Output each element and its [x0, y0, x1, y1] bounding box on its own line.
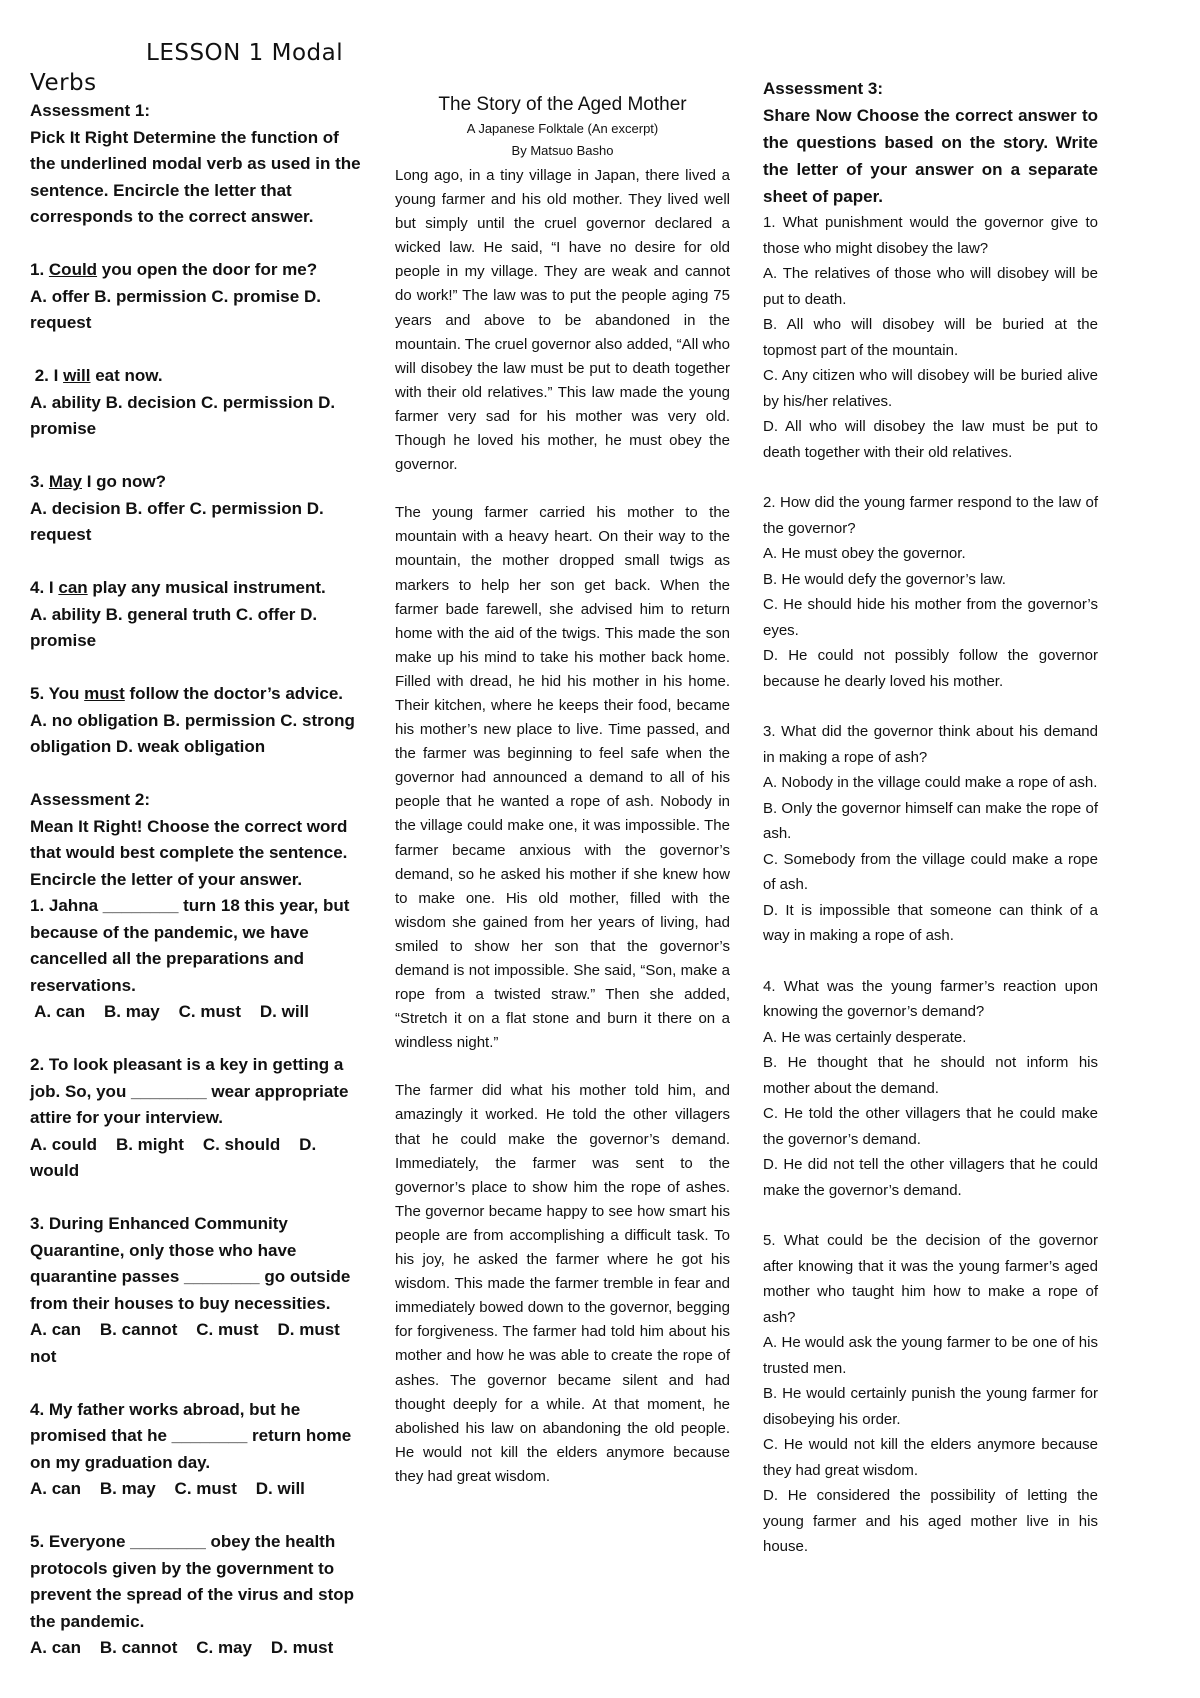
assessment1-item-4: 4. I can play any musical instrument. — [30, 578, 326, 597]
lesson-title — [30, 38, 365, 98]
story-paragraph: Long ago, in a tiny village in Japan, there lived a young farmer and his old mother. They lived well but simply until the cruel governor declared a wicked law. He said, “I have no desire for old people in my village. They are weak and cannot do work!” The law was to put the people aging 75 years and above to be abandoned in the mountain. The cruel governor also added, “All who will disobey the law must be put to death together with their old relatives.” This law made the young farmer very sad for his mother was very old. Though he loved his mother, he must obey the governor. — [395, 167, 730, 474]
story-column — [395, 92, 730, 1489]
assessment1-item-2-options: A. ability B. decision C. permission D. promise — [30, 392, 336, 438]
story-paragraph: The farmer did what his mother told him, and amazingly it worked. He told the other villagers that he could make the governor’s demand. Immediately, the farmer was sent to the governor’s place to show him the rope of ashes. The governor became happy to see how smart his people are from accomplishing a difficult task. To his joy, he asked the farmer where he got his wisdom. This made the farmer tremble in fear and immediately bowed down to the governor, begging for forgiveness. The farmer had told him about his mother and how he was able to create the rope of ashes. The governor became silent and had thought deeply for a while. At that moment, he abolished his law on abandoning the old people. He would not kill the elders anymore because they had great wisdom. — [395, 1082, 730, 1485]
story-paragraph: The young farmer carried his mother to the mountain with a heavy heart. On their way to the mountain, the mother dropped small twigs as markers to help her son get back. When the farmer bade farewell, she advised him to return home with the aid of the twigs. This made the son make up his mind to take his mother back home. Filled with dread, he hid his mother in his home. Their kitchen, where he keeps their food, became his mother’s new place to live. Time passed, and the farmer was beginning to feel safe when the governor had announced a demand to all of his people that he wanted a rope of ash. Nobody in the village could make one, it was impossible. The farmer became anxious with the governor’s demand, so he asked his mother if she knew how to make one. His old mother, filled with the wisdom she gained from her years of living, had smiled to show her son that the governor’s demand is not impossible. She said, “Son, make a rope from a twisted straw.” Then she added, “Stretch it on a flat stone and burn it there on a windless night.” — [395, 504, 730, 1052]
answer-option: A. Nobody in the village could make a rope of ash. — [763, 774, 1098, 791]
modal-verb: will — [63, 366, 91, 385]
assessment1-item-1-options: A. offer B. permission C. promise D. request — [30, 286, 321, 332]
assessment3-question-4 — [763, 974, 1098, 1204]
assessment1-item-3-options: A. decision B. offer C. permission D. request — [30, 498, 324, 544]
answer-option: C. Any citizen who will disobey will be buried alive by his/her relatives. — [763, 367, 1098, 410]
assessment2-heading: Assessment 2: — [30, 790, 151, 809]
assessment2-item-2-options: A. could B. might C. should D. would — [30, 1134, 321, 1180]
question-text: 3. What did the governor think about his demand in making a rope of ash? — [763, 723, 1098, 766]
assessment1-section — [30, 98, 365, 787]
lesson-title-line1: LESSON 1 Modal — [146, 40, 344, 66]
assessment2-item-3: 3. During Enhanced Community Quarantine, only those who have quarantine passes ________ go outside from their houses to buy necessities. — [30, 1214, 351, 1313]
assessment1-instructions: Pick It Right Determine the function of the underlined modal verb as used in the sentence. Encircle the letter that corresponds to the correct answer. — [30, 127, 361, 226]
answer-option: D. All who will disobey the law must be put to death together with their old relatives. — [763, 418, 1098, 461]
answer-option: B. He would defy the governor’s law. — [763, 570, 1006, 588]
answer-option: A. He was certainly desperate. — [763, 1028, 967, 1046]
assessment1-item-4-options: A. ability B. general truth C. offer D. promise — [30, 604, 318, 650]
question-text: 2. How did the young farmer respond to the law of the governor? — [763, 494, 1098, 537]
answer-option: D. He could not possibly follow the governor because he dearly loved his mother. — [763, 647, 1098, 690]
assessment3-question-1 — [763, 210, 1098, 465]
question-text: 4. What was the young farmer’s reaction upon knowing the governor’s demand? — [763, 977, 1098, 1020]
assessment1-item-5-options: A. no obligation B. permission C. strong obligation D. weak obligation — [30, 710, 355, 756]
answer-option: B. He thought that he should not inform his mother about the demand. — [763, 1054, 1098, 1097]
assessment2-section — [30, 787, 365, 1662]
assessment2-item-3-options: A. can B. cannot C. must D. must not — [30, 1320, 345, 1366]
story-title: The Story of the Aged Mother — [438, 94, 687, 115]
assessment3-heading: Assessment 3: — [763, 79, 884, 98]
story-subtitle: A Japanese Folktale (An excerpt) — [466, 121, 659, 136]
question-text: 5. What could be the decision of the governor after knowing that it was the young farmer’s aged mother who taught him how to make a rope of ash? — [763, 1232, 1098, 1326]
assessment2-item-5: 5. Everyone ________ obey the health protocols given by the government to prevent the spread of the virus and stop the pandemic. — [30, 1532, 355, 1631]
assessment2-item-1: 1. Jahna ________ turn 18 this year, but because of the pandemic, we have cancelled all the preparations and reservations. — [30, 896, 350, 995]
assessment1-item-1: 1. Could you open the door for me? — [30, 260, 318, 279]
assessment3-column — [763, 75, 1098, 1560]
assessment2-item-4-options: A. can B. may C. must D. will — [30, 1479, 305, 1498]
modal-verb: must — [84, 684, 125, 703]
answer-option: D. It is impossible that someone can think of a way in making a rope of ash. — [763, 901, 1098, 944]
answer-option: C. He would not kill the elders anymore because they had great wisdom. — [763, 1436, 1098, 1479]
left-column — [30, 38, 365, 1662]
lesson-title-line2: Verbs — [30, 70, 97, 96]
modal-verb: Could — [48, 260, 98, 279]
answer-option: C. He should hide his mother from the governor’s eyes. — [763, 596, 1098, 639]
answer-option: D. He considered the possibility of letting the young farmer and his aged mother live in his house. — [763, 1487, 1098, 1555]
assessment1-item-2: 2. I will eat now. — [30, 366, 163, 385]
assessment2-instructions: Mean It Right! Choose the correct word that would best complete the sentence. Encircle the letter of your answer. — [30, 816, 348, 889]
assessment3-instructions: Share Now Choose the correct answer to the questions based on the story. Write the letter of your answer on a separate sheet of paper. — [763, 106, 1098, 206]
assessment1-item-3: 3. May I go now? — [30, 472, 167, 491]
assessment1-heading: Assessment 1: — [30, 101, 151, 120]
assessment2-item-5-options: A. can B. cannot C. may D. must — [30, 1638, 334, 1657]
answer-option: D. He did not tell the other villagers that he could make the governor’s demand. — [763, 1156, 1098, 1199]
answer-option: B. All who will disobey will be buried at the topmost part of the mountain. — [763, 316, 1098, 359]
story-author: By Matsuo Basho — [511, 143, 614, 158]
assessment2-item-1-options: A. can B. may C. must D. will — [30, 1002, 309, 1021]
assessment2-item-2: 2. To look pleasant is a key in getting a job. So, you ________ wear appropriate attire for your interview. — [30, 1055, 349, 1127]
assessment3-question-2 — [763, 490, 1098, 694]
modal-verb: May — [48, 472, 82, 491]
answer-option: B. Only the governor himself can make the rope of ash. — [763, 799, 1098, 842]
answer-option: B. He would certainly punish the young farmer for disobeying his order. — [763, 1385, 1098, 1428]
assessment2-item-4: 4. My father works abroad, but he promised that he ________ return home on my graduation day. — [30, 1399, 352, 1472]
answer-option: A. The relatives of those who will disobey will be put to death. — [763, 265, 1098, 308]
assessment3-question-5 — [763, 1228, 1098, 1560]
answer-option: A. He would ask the young farmer to be one of his trusted men. — [763, 1334, 1098, 1377]
assessment1-item-5: 5. You must follow the doctor’s advice. — [30, 684, 343, 703]
assessment3-question-3 — [763, 719, 1098, 949]
question-text: 1. What punishment would the governor give to those who might disobey the law? — [763, 214, 1098, 257]
answer-option: C. He told the other villagers that he could make the governor’s demand. — [763, 1105, 1098, 1148]
answer-option: C. Somebody from the village could make a rope of ash. — [763, 850, 1098, 893]
answer-option: A. He must obey the governor. — [763, 545, 966, 562]
modal-verb: can — [58, 578, 88, 597]
